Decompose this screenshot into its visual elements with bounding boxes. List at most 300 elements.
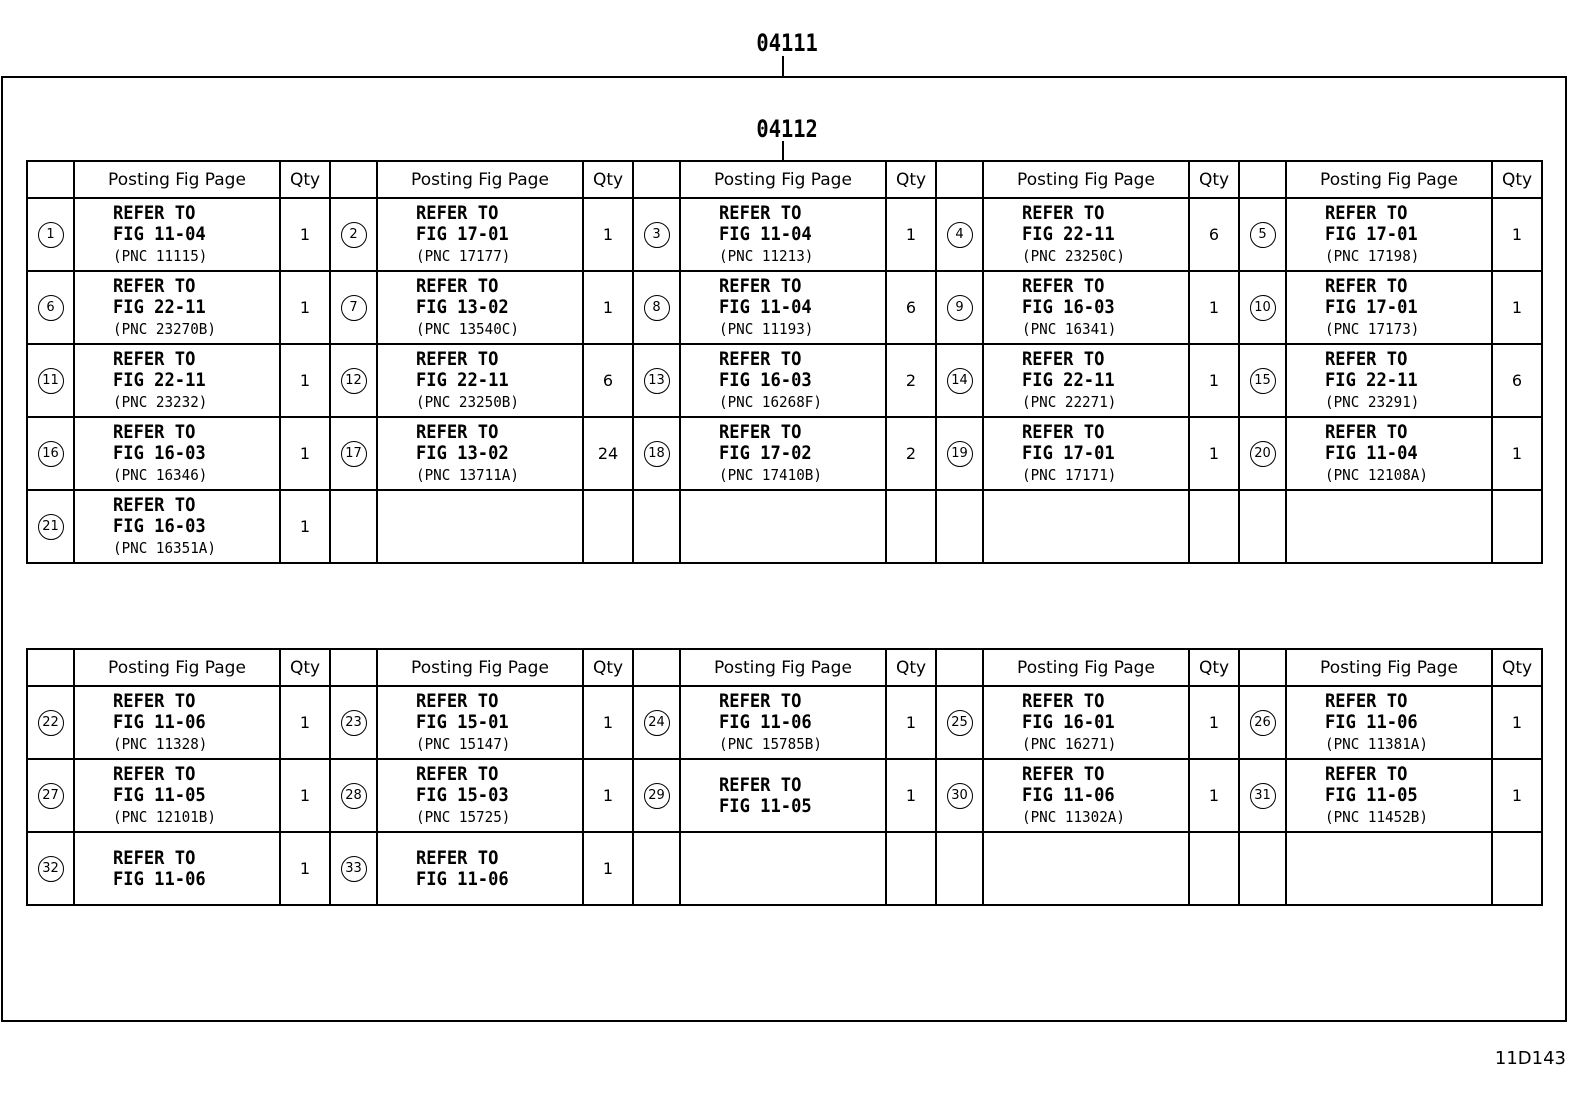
qty-value: 1 [602,859,614,878]
qty-value: 2 [905,444,917,463]
pnc-reference: (PNC 15147) [416,734,511,753]
qty-cell [886,686,936,759]
header-blank-cell [633,649,680,686]
refer-to-text: REFER TO [416,347,499,370]
qty-cell [886,832,936,905]
posting-cell [1286,832,1492,905]
table-row [27,832,1542,905]
posting-cell [983,490,1189,563]
item-number-cell [936,344,983,417]
item-number-cell [27,832,74,905]
table-row [27,686,1542,759]
reference-block [75,349,279,413]
table-row [27,198,1542,271]
pnc-reference: (PNC 13540C) [416,319,519,338]
reference-block [1287,422,1491,486]
posting-cell [377,759,583,832]
pnc-reference: (PNC 11302A) [1022,807,1125,826]
pnc-reference: (PNC 11452B) [1325,807,1428,826]
fig-reference: FIG 22-11 [113,295,206,318]
pnc-reference: (PNC 22271) [1022,392,1117,411]
header-posting: Posting Fig Page [1286,649,1492,686]
fig-reference: FIG 11-04 [113,222,206,245]
header-qty: Qty [886,161,936,198]
qty-cell [583,271,633,344]
refer-to-text: REFER TO [719,773,802,796]
header-blank-cell [936,161,983,198]
qty-value: 1 [905,225,917,244]
qty-value: 1 [602,713,614,732]
pnc-reference: (PNC 17171) [1022,465,1117,484]
reference-block [1287,349,1491,413]
header-posting: Posting Fig Page [74,161,280,198]
qty-value: 1 [1511,713,1523,732]
header-posting: Posting Fig Page [377,161,583,198]
reference-block [378,422,582,486]
qty-cell [1492,759,1542,832]
posting-cell [74,344,280,417]
qty-cell [583,344,633,417]
fig-reference: FIG 11-04 [719,295,812,318]
refer-to-text: REFER TO [1022,201,1105,224]
item-number-badge: 24 [644,710,670,736]
fig-reference: FIG 22-11 [1022,368,1115,391]
fig-reference: FIG 13-02 [416,441,509,464]
qty-value: 1 [1511,786,1523,805]
posting-cell [74,490,280,563]
item-number-badge: 1 [38,222,64,248]
qty-value: 1 [1511,225,1523,244]
fig-reference: FIG 11-04 [719,222,812,245]
qty-cell [1189,417,1239,490]
refer-to-text: REFER TO [719,420,802,443]
posting-cell [377,832,583,905]
item-number-cell [27,271,74,344]
item-number-cell [1239,344,1286,417]
posting-cell [1286,198,1492,271]
item-number-cell [633,198,680,271]
qty-cell [886,759,936,832]
fig-reference: FIG 11-06 [1325,710,1418,733]
item-number-cell [633,759,680,832]
pnc-reference: (PNC 23250B) [416,392,519,411]
item-number-cell [1239,759,1286,832]
qty-cell [280,417,330,490]
qty-value: 1 [299,444,311,463]
pnc-reference: (PNC 11381A) [1325,734,1428,753]
fig-reference: FIG 16-01 [1022,710,1115,733]
fig-reference: FIG 11-06 [113,867,206,890]
refer-to-text: REFER TO [416,762,499,785]
qty-cell [886,344,936,417]
item-number-badge: 31 [1250,783,1276,809]
item-number-badge: 9 [947,295,973,321]
fig-reference: FIG 11-06 [1022,783,1115,806]
posting-cell [680,832,886,905]
table-row [27,490,1542,563]
item-number-badge: 26 [1250,710,1276,736]
reference-block [75,276,279,340]
posting-cell [377,490,583,563]
posting-cell [983,832,1189,905]
reference-block [681,775,885,817]
qty-value: 1 [602,786,614,805]
qty-cell [1492,417,1542,490]
qty-cell [886,417,936,490]
refer-to-text: REFER TO [1022,420,1105,443]
item-number-cell [633,490,680,563]
posting-cell [680,490,886,563]
item-number-cell [936,417,983,490]
header-blank-cell [633,161,680,198]
header-blank-cell [1239,649,1286,686]
item-number-badge: 18 [644,441,670,467]
header-blank-cell [936,649,983,686]
item-number-cell [633,832,680,905]
qty-cell [1492,832,1542,905]
qty-cell [280,198,330,271]
posting-cell [1286,271,1492,344]
refer-to-text: REFER TO [416,201,499,224]
posting-cell [377,344,583,417]
reference-block [984,276,1188,340]
reference-block [378,764,582,828]
header-qty: Qty [886,649,936,686]
figure-id: 11D143 [1494,1048,1566,1069]
posting-cell [680,417,886,490]
item-number-badge: 4 [947,222,973,248]
item-number-cell [633,417,680,490]
reference-block [681,203,885,267]
posting-cell [983,417,1189,490]
callout-outer: 04111 [756,29,818,57]
item-number-cell [936,271,983,344]
posting-cell [1286,417,1492,490]
fig-reference: FIG 11-05 [1325,783,1418,806]
pnc-reference: (PNC 11328) [113,734,208,753]
posting-cell [680,759,886,832]
posting-cell [1286,344,1492,417]
item-number-cell [330,198,377,271]
item-number-badge: 30 [947,783,973,809]
qty-value: 6 [602,371,614,390]
reference-block [984,349,1188,413]
qty-value: 1 [905,713,917,732]
posting-cell [74,271,280,344]
item-number-cell [330,417,377,490]
header-qty: Qty [280,161,330,198]
refer-to-text: REFER TO [416,689,499,712]
item-number-badge: 16 [38,441,64,467]
posting-cell [983,759,1189,832]
refer-to-text: REFER TO [719,689,802,712]
reference-block [681,691,885,755]
posting-cell [1286,490,1492,563]
reference-block [75,764,279,828]
item-number-cell [633,271,680,344]
header-blank-cell [1239,161,1286,198]
refer-to-text: REFER TO [1022,689,1105,712]
header-qty: Qty [583,161,633,198]
item-number-cell [1239,198,1286,271]
reference-block [1287,203,1491,267]
posting-cell [983,344,1189,417]
item-number-cell [1239,271,1286,344]
item-number-badge: 32 [38,856,64,882]
qty-cell [1189,686,1239,759]
qty-cell [886,271,936,344]
qty-value: 1 [1208,444,1220,463]
qty-cell [1492,271,1542,344]
item-number-badge: 33 [341,856,367,882]
refer-to-text: REFER TO [416,420,499,443]
qty-value: 1 [299,713,311,732]
qty-cell [583,832,633,905]
pnc-reference: (PNC 16351A) [113,538,216,557]
reference-block [378,691,582,755]
item-number-cell [330,832,377,905]
refer-to-text: REFER TO [113,846,196,869]
refer-to-text: REFER TO [719,201,802,224]
reference-block [1287,764,1491,828]
qty-value: 1 [299,225,311,244]
refer-to-text: REFER TO [113,762,196,785]
refer-to-text: REFER TO [1325,689,1408,712]
pnc-reference: (PNC 16268F) [719,392,822,411]
item-number-badge: 14 [947,368,973,394]
header-qty: Qty [1189,649,1239,686]
table-row [27,417,1542,490]
posting-cell [1286,759,1492,832]
refer-to-text: REFER TO [1325,420,1408,443]
parts-table-1 [26,160,1543,564]
reference-block [1287,691,1491,755]
table-row [27,344,1542,417]
item-number-cell [633,344,680,417]
reference-block [378,276,582,340]
pnc-reference: (PNC 16346) [113,465,208,484]
qty-cell [583,759,633,832]
qty-cell [280,686,330,759]
qty-value: 2 [905,371,917,390]
header-posting: Posting Fig Page [983,161,1189,198]
fig-reference: FIG 16-03 [1022,295,1115,318]
qty-cell [1189,832,1239,905]
pnc-reference: (PNC 23291) [1325,392,1420,411]
reference-block [378,203,582,267]
pnc-reference: (PNC 23232) [113,392,208,411]
item-number-cell [936,198,983,271]
item-number-badge: 25 [947,710,973,736]
fig-reference: FIG 11-05 [719,794,812,817]
item-number-cell [633,686,680,759]
leader-inner [782,141,784,161]
item-number-cell [27,759,74,832]
fig-reference: FIG 11-06 [719,710,812,733]
fig-reference: FIG 17-01 [416,222,509,245]
refer-to-text: REFER TO [1325,347,1408,370]
qty-cell [886,490,936,563]
refer-to-text: REFER TO [1325,762,1408,785]
header-qty: Qty [1189,161,1239,198]
leader-outer [782,56,784,76]
qty-cell [1189,271,1239,344]
item-number-badge: 5 [1250,222,1276,248]
reference-block [75,203,279,267]
refer-to-text: REFER TO [416,274,499,297]
fig-reference: FIG 16-03 [719,368,812,391]
refer-to-text: REFER TO [416,846,499,869]
reference-block [1287,276,1491,340]
qty-cell [280,490,330,563]
posting-cell [377,686,583,759]
fig-reference: FIG 15-01 [416,710,509,733]
refer-to-text: REFER TO [113,201,196,224]
posting-cell [680,344,886,417]
pnc-reference: (PNC 12101B) [113,807,216,826]
reference-block [681,349,885,413]
item-number-badge: 17 [341,441,367,467]
pnc-reference: (PNC 17198) [1325,246,1420,265]
qty-cell [280,344,330,417]
qty-cell [1492,686,1542,759]
qty-value: 1 [1208,371,1220,390]
fig-reference: FIG 16-03 [113,441,206,464]
item-number-cell [330,686,377,759]
refer-to-text: REFER TO [1022,762,1105,785]
reference-block [75,691,279,755]
item-number-badge: 28 [341,783,367,809]
pnc-reference: (PNC 23250C) [1022,246,1125,265]
qty-value: 6 [1208,225,1220,244]
item-number-badge: 7 [341,295,367,321]
fig-reference: FIG 11-05 [113,783,206,806]
item-number-cell [330,344,377,417]
pnc-reference: (PNC 17177) [416,246,511,265]
refer-to-text: REFER TO [719,347,802,370]
posting-cell [983,686,1189,759]
qty-cell [583,198,633,271]
pnc-reference: (PNC 11115) [113,246,208,265]
header-posting: Posting Fig Page [680,649,886,686]
item-number-badge: 23 [341,710,367,736]
reference-block [984,764,1188,828]
posting-cell [1286,686,1492,759]
refer-to-text: REFER TO [719,274,802,297]
header-qty: Qty [280,649,330,686]
qty-value: 1 [299,859,311,878]
item-number-cell [330,490,377,563]
refer-to-text: REFER TO [113,347,196,370]
qty-cell [280,759,330,832]
qty-value: 1 [299,786,311,805]
qty-value: 1 [1208,713,1220,732]
item-number-badge: 8 [644,295,670,321]
pnc-reference: (PNC 12108A) [1325,465,1428,484]
fig-reference: FIG 22-11 [1022,222,1115,245]
pnc-reference: (PNC 17410B) [719,465,822,484]
item-number-cell [1239,832,1286,905]
qty-value: 1 [905,786,917,805]
reference-block [75,495,279,559]
qty-value: 1 [1511,298,1523,317]
reference-block [75,848,279,890]
header-row [27,161,1542,198]
item-number-cell [330,271,377,344]
refer-to-text: REFER TO [113,689,196,712]
fig-reference: FIG 17-01 [1325,222,1418,245]
item-number-badge: 2 [341,222,367,248]
fig-reference: FIG 11-06 [113,710,206,733]
posting-cell [983,198,1189,271]
header-posting: Posting Fig Page [1286,161,1492,198]
item-number-cell [27,490,74,563]
header-posting: Posting Fig Page [983,649,1189,686]
header-posting: Posting Fig Page [680,161,886,198]
refer-to-text: REFER TO [113,420,196,443]
qty-value: 1 [299,517,311,536]
fig-reference: FIG 22-11 [1325,368,1418,391]
header-blank-cell [27,161,74,198]
item-number-cell [1239,417,1286,490]
item-number-cell [27,344,74,417]
qty-value: 1 [602,225,614,244]
fig-reference: FIG 15-03 [416,783,509,806]
item-number-badge: 27 [38,783,64,809]
qty-cell [1189,490,1239,563]
item-number-badge: 3 [644,222,670,248]
item-number-badge: 13 [644,368,670,394]
callout-inner: 04112 [756,115,818,143]
qty-cell [1492,198,1542,271]
item-number-badge: 6 [38,295,64,321]
fig-reference: FIG 17-02 [719,441,812,464]
table-row [27,271,1542,344]
reference-block [984,203,1188,267]
refer-to-text: REFER TO [1022,347,1105,370]
header-blank-cell [330,161,377,198]
pnc-reference: (PNC 23270B) [113,319,216,338]
pnc-reference: (PNC 17173) [1325,319,1420,338]
posting-cell [74,832,280,905]
parts-table-2 [26,648,1543,906]
item-number-cell [1239,490,1286,563]
header-posting: Posting Fig Page [74,649,280,686]
header-blank-cell [27,649,74,686]
qty-value: 24 [597,444,619,463]
reference-block [378,349,582,413]
qty-cell [1492,490,1542,563]
item-number-cell [27,417,74,490]
qty-cell [280,832,330,905]
item-number-cell [330,759,377,832]
pnc-reference: (PNC 11193) [719,319,814,338]
qty-cell [1189,759,1239,832]
posting-cell [74,686,280,759]
qty-cell [1189,198,1239,271]
reference-block [378,848,582,890]
fig-reference: FIG 22-11 [113,368,206,391]
qty-cell [280,271,330,344]
fig-reference: FIG 22-11 [416,368,509,391]
fig-reference: FIG 11-06 [416,867,509,890]
qty-value: 6 [905,298,917,317]
item-number-cell [1239,686,1286,759]
posting-cell [983,271,1189,344]
refer-to-text: REFER TO [1022,274,1105,297]
qty-cell [886,198,936,271]
header-qty: Qty [1492,161,1542,198]
